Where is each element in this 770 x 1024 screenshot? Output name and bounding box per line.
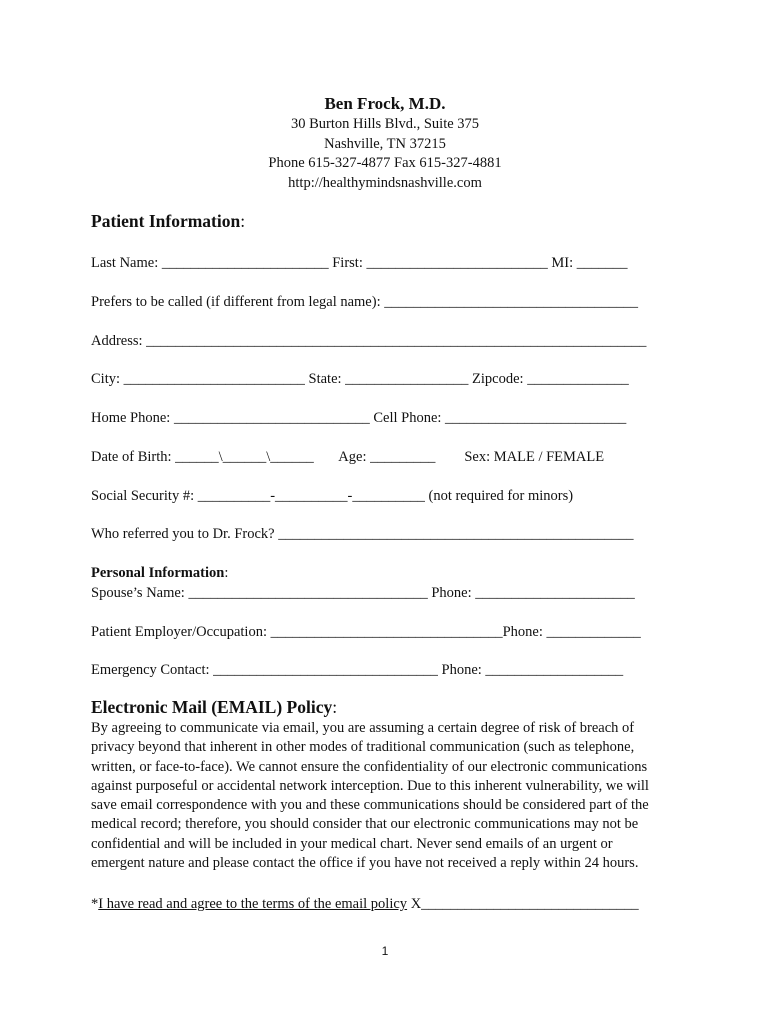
signature-line[interactable]: X______________________________ (407, 896, 639, 912)
page-number: 1 (381, 944, 389, 958)
personal-information-colon: : (224, 565, 229, 581)
practice-address: 30 Burton Hills Blvd., Suite 375 (290, 116, 480, 132)
email-policy-colon: : (332, 697, 338, 717)
practice-city: Nashville, TN 37215 (324, 135, 446, 152)
agreement-asterisk: * (91, 896, 99, 912)
spouse-fields-row[interactable]: Spouse’s Name: _________________________________ Phone: ______________________ (91, 585, 635, 601)
practice-website[interactable]: http://healthymindsnashville.com (288, 174, 482, 191)
referral-field[interactable]: Who referred you to Dr. Frock? _________________________________________________ (91, 526, 634, 542)
employer-fields-row[interactable]: Patient Employer/Occupation: ________________________________Phone: _____________ (91, 624, 641, 640)
phone-fields-row[interactable]: Home Phone: ___________________________ Cell Phone: _________________________ (91, 410, 627, 426)
doctor-name: Ben Frock, M.D. (324, 94, 446, 113)
patient-information-heading (91, 210, 245, 232)
email-policy-body (91, 719, 681, 873)
emergency-contact-row[interactable]: Emergency Contact: _______________________________ Phone: ___________________ (91, 662, 624, 678)
dob-age-sex-row[interactable]: Date of Birth: ______\______\______ Age: _________ Sex: MALE / FEMALE (91, 449, 605, 465)
email-policy-agreement[interactable] (91, 895, 639, 913)
practice-header (0, 93, 770, 193)
email-policy-heading (91, 696, 337, 718)
policy-line: By agreeing to communicate via email, you are assuming a certain degree of risk of breach of (91, 720, 635, 736)
personal-information-title: Personal Information (91, 565, 225, 581)
policy-line: confidential and will be included in your medical chart. Never send emails of an urgent or (91, 835, 613, 852)
social-security-field[interactable]: Social Security #: __________-__________-__________ (not required for minors) (91, 488, 574, 504)
preferred-name-field[interactable]: Prefers to be called (if different from legal name): ___________________________________ (91, 294, 638, 310)
address-field[interactable]: Address: _____________________________________________________________________ (91, 333, 647, 349)
practice-phones: Phone 615-327-4877 Fax 615-327-4881 (268, 155, 502, 171)
policy-line: emergent nature and please contact the office if you have not received a reply within 24 hours. (91, 855, 639, 872)
policy-line: medical record; therefore, you should consider that our electronic communications may not be (91, 816, 639, 833)
agreement-statement: I have read and agree to the terms of the email policy (98, 896, 408, 912)
policy-line: privacy beyond that inherent in other modes of traditional communication (such as telephone, (91, 739, 635, 756)
policy-line: save email correspondence with you and these communications should be considered part of the (91, 797, 649, 814)
email-policy-title: Electronic Mail (EMAIL) Policy (91, 697, 333, 717)
policy-line: against purposeful or accidental network interception. Due to this inherent vulnerability, we will (91, 777, 649, 794)
patient-information-title: Patient Information (91, 211, 241, 231)
policy-line: written, or face-to-face). We cannot ensure the confidentiality of our electronic communications (91, 758, 648, 775)
personal-information-heading (91, 564, 228, 582)
patient-information-colon: : (240, 211, 246, 231)
name-fields-row[interactable]: Last Name: _______________________ First: _________________________ MI: _______ (91, 255, 628, 271)
city-state-zip-row[interactable]: City: _________________________ State: _________________ Zipcode: ______________ (91, 371, 629, 387)
